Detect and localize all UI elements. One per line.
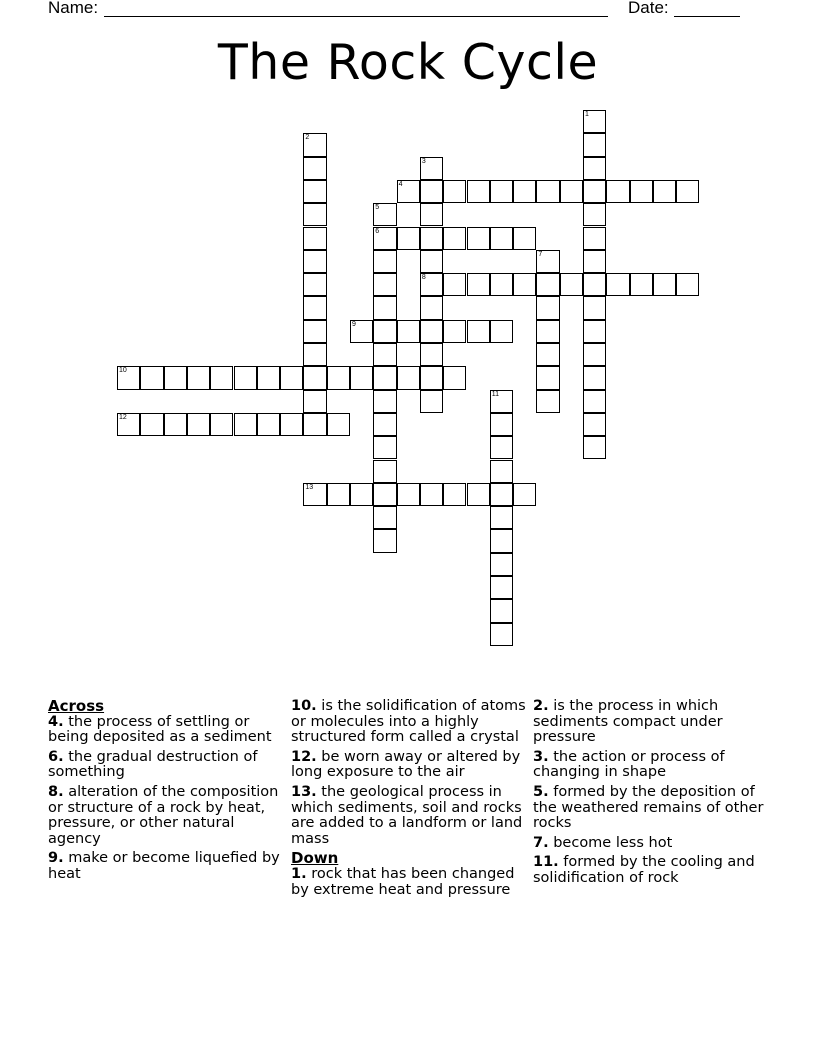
grid-cell[interactable] <box>536 366 559 389</box>
grid-cell[interactable] <box>303 413 326 436</box>
grid-cell[interactable] <box>303 343 326 366</box>
cell-number: 9 <box>352 320 356 328</box>
across-heading: Across <box>48 697 105 715</box>
date-label: Date: <box>628 0 669 17</box>
grid-cell[interactable] <box>327 483 350 506</box>
grid-cell[interactable] <box>373 250 396 273</box>
cell-number: 3 <box>421 157 426 165</box>
grid-cell[interactable] <box>583 343 606 366</box>
grid-cell[interactable] <box>373 296 396 319</box>
grid-cell[interactable] <box>536 296 559 319</box>
grid-cell[interactable] <box>676 273 699 296</box>
grid-cell[interactable] <box>373 227 396 250</box>
grid-cell[interactable] <box>280 366 303 389</box>
grid-cell[interactable] <box>536 273 559 296</box>
grid-cell[interactable] <box>303 296 326 319</box>
grid-cell[interactable] <box>653 273 676 296</box>
grid-cell[interactable] <box>303 366 326 389</box>
grid-cell[interactable] <box>397 320 420 343</box>
grid-cell[interactable] <box>303 157 326 180</box>
clue-down-2: 2. is the process in which sediments compact under pressure <box>533 698 723 746</box>
grid-cell[interactable] <box>606 273 629 296</box>
grid-cell[interactable] <box>513 273 536 296</box>
grid-cell[interactable] <box>583 273 606 296</box>
grid-cell[interactable] <box>583 157 606 180</box>
grid-cell[interactable] <box>583 203 606 226</box>
grid-cell[interactable] <box>257 366 280 389</box>
grid-cell[interactable] <box>583 436 606 459</box>
grid-cell[interactable] <box>443 320 466 343</box>
grid-cell[interactable] <box>397 483 420 506</box>
grid-cell[interactable] <box>373 460 396 483</box>
cell-number: 1 <box>585 111 589 118</box>
grid-cell[interactable] <box>583 390 606 413</box>
grid-cell[interactable] <box>420 250 443 273</box>
grid-cell[interactable] <box>420 390 443 413</box>
grid-cell[interactable] <box>397 366 420 389</box>
grid-cell[interactable] <box>420 366 443 389</box>
grid-cell[interactable] <box>303 133 326 156</box>
clues-column-3 <box>533 699 769 891</box>
clue-down-3: 3. the action or process of changing in shape <box>533 748 725 781</box>
grid-cell[interactable] <box>490 576 513 599</box>
grid-cell[interactable] <box>583 110 606 133</box>
grid-cell[interactable] <box>560 180 583 203</box>
grid-cell[interactable] <box>397 227 420 250</box>
grid-cell[interactable] <box>420 203 443 226</box>
grid-cell[interactable] <box>373 483 396 506</box>
clue-down-5: 5. formed by the deposition of the weathered remains of other rocks <box>533 783 764 832</box>
grid-cell[interactable] <box>490 529 513 552</box>
grid-cell[interactable] <box>606 180 629 203</box>
clue-down-1: 1. rock that has been changed by extreme heat and pressure <box>291 865 515 898</box>
grid-cell[interactable] <box>560 273 583 296</box>
grid-cell[interactable] <box>490 436 513 459</box>
grid-cell[interactable] <box>303 203 326 226</box>
clues-column-1 <box>48 699 284 887</box>
grid-cell[interactable] <box>490 227 513 250</box>
grid-cell[interactable] <box>583 366 606 389</box>
grid-cell[interactable] <box>373 413 396 436</box>
grid-cell[interactable] <box>467 483 490 506</box>
grid-cell[interactable] <box>513 483 536 506</box>
cell-number: 12 <box>119 413 127 421</box>
grid-cell[interactable] <box>420 227 443 250</box>
clue-across-8: 8. alteration of the composition or structure of a rock by heat, pressure, or other natural agency <box>48 783 279 847</box>
grid-cell[interactable] <box>490 180 513 203</box>
grid-cell[interactable] <box>490 460 513 483</box>
grid-cell[interactable] <box>373 203 396 226</box>
grid-cell[interactable] <box>536 390 559 413</box>
grid-cell[interactable] <box>513 180 536 203</box>
grid-cell[interactable] <box>583 413 606 436</box>
grid-cell[interactable] <box>373 529 396 552</box>
grid-cell[interactable] <box>117 413 140 436</box>
clue-across-13: 13. the geological process in which sediments, soil and rocks are added to a landform or land mass <box>291 783 523 847</box>
grid-cell[interactable] <box>373 273 396 296</box>
grid-cell[interactable] <box>536 320 559 343</box>
grid-cell[interactable] <box>303 483 326 506</box>
grid-cell[interactable] <box>187 366 210 389</box>
grid-cell[interactable] <box>653 180 676 203</box>
grid-cell[interactable] <box>373 506 396 529</box>
grid-cell[interactable] <box>420 180 443 203</box>
grid-cell[interactable] <box>420 157 443 180</box>
clue-across-10: 10. is the solidification of atoms or molecules into a highly structured form called a crystal <box>291 698 526 746</box>
grid-cell[interactable] <box>467 320 490 343</box>
down-heading: Down <box>291 849 339 868</box>
clue-across-12: 12. be worn away or altered by long exposure to the air <box>291 748 521 781</box>
grid-cell[interactable] <box>303 390 326 413</box>
grid-cell[interactable] <box>490 413 513 436</box>
cell-number: 11 <box>491 390 500 398</box>
grid-cell[interactable] <box>303 273 326 296</box>
grid-cell[interactable] <box>513 227 536 250</box>
grid-cell[interactable] <box>490 483 513 506</box>
clue-across-6: 6. the gradual destruction of something <box>48 748 258 781</box>
grid-cell[interactable] <box>420 273 443 296</box>
grid-cell[interactable] <box>350 483 373 506</box>
grid-cell[interactable] <box>467 227 490 250</box>
grid-cell[interactable] <box>583 227 606 250</box>
grid-cell[interactable] <box>536 250 559 273</box>
grid-cell[interactable] <box>583 296 606 319</box>
grid-cell[interactable] <box>373 343 396 366</box>
grid-cell[interactable] <box>350 366 373 389</box>
cell-number: 13 <box>305 483 314 491</box>
grid-cell[interactable] <box>583 180 606 203</box>
grid-cell[interactable] <box>443 180 466 203</box>
grid-cell[interactable] <box>467 273 490 296</box>
grid-cell[interactable] <box>467 180 490 203</box>
grid-cell[interactable] <box>257 413 280 436</box>
clue-down-11: 11. formed by the cooling and solidification of rock <box>533 854 755 886</box>
grid-cell[interactable] <box>536 180 559 203</box>
grid-cell[interactable] <box>420 320 443 343</box>
grid-cell[interactable] <box>373 436 396 459</box>
clue-across-4: 4. the process of settling or being deposited as a sediment <box>48 713 272 746</box>
grid-cell[interactable] <box>443 483 466 506</box>
grid-cell[interactable] <box>420 343 443 366</box>
grid-cell[interactable] <box>583 320 606 343</box>
grid-cell[interactable] <box>187 413 210 436</box>
grid-cell[interactable] <box>490 506 513 529</box>
grid-cell[interactable] <box>490 599 513 622</box>
grid-cell[interactable] <box>490 273 513 296</box>
page-title: The Rock Cycle <box>217 34 599 91</box>
grid-cell[interactable] <box>630 273 653 296</box>
grid-cell[interactable] <box>373 366 396 389</box>
grid-cell[interactable] <box>327 413 350 436</box>
grid-cell[interactable] <box>303 227 326 250</box>
grid-cell[interactable] <box>140 366 163 389</box>
cell-number: 4 <box>398 180 403 188</box>
grid-cell[interactable] <box>583 250 606 273</box>
grid-cell[interactable] <box>490 390 513 413</box>
cell-number: 7 <box>538 250 543 258</box>
grid-cell[interactable] <box>443 273 466 296</box>
clues-column-2 <box>291 699 527 902</box>
cell-number: 6 <box>375 227 380 235</box>
grid-cell[interactable] <box>303 320 326 343</box>
cell-number: 8 <box>421 274 426 282</box>
clue-across-9: 9. make or become liquefied by heat <box>48 850 280 882</box>
grid-cell[interactable] <box>210 366 233 389</box>
cell-number: 10 <box>119 367 127 375</box>
grid-cell[interactable] <box>117 366 140 389</box>
grid-cell[interactable] <box>350 320 373 343</box>
grid-cell[interactable] <box>397 180 420 203</box>
grid-cell[interactable] <box>373 320 396 343</box>
clue-down-7: 7. become less hot <box>533 834 673 851</box>
grid-cell[interactable] <box>443 227 466 250</box>
grid-cell[interactable] <box>303 250 326 273</box>
grid-cell[interactable] <box>164 413 187 436</box>
name-label: Name: <box>48 0 99 17</box>
grid-cell[interactable] <box>490 320 513 343</box>
grid-cell[interactable] <box>327 366 350 389</box>
grid-cell[interactable] <box>303 180 326 203</box>
cell-number: 2 <box>305 134 310 142</box>
grid-cell[interactable] <box>373 390 396 413</box>
grid-cell[interactable] <box>234 413 257 436</box>
grid-cell[interactable] <box>676 180 699 203</box>
grid-cell[interactable] <box>490 553 513 576</box>
grid-cell[interactable] <box>420 483 443 506</box>
grid-cell[interactable] <box>630 180 653 203</box>
cell-number: 5 <box>375 204 380 212</box>
grid-cell[interactable] <box>490 623 513 646</box>
grid-cell[interactable] <box>280 413 303 436</box>
grid-cell[interactable] <box>583 133 606 156</box>
grid-cell[interactable] <box>164 366 187 389</box>
grid-cell[interactable] <box>420 296 443 319</box>
grid-cell[interactable] <box>443 366 466 389</box>
grid-cell[interactable] <box>140 413 163 436</box>
grid-cell[interactable] <box>210 413 233 436</box>
grid-cell[interactable] <box>536 343 559 366</box>
grid-cell[interactable] <box>234 366 257 389</box>
